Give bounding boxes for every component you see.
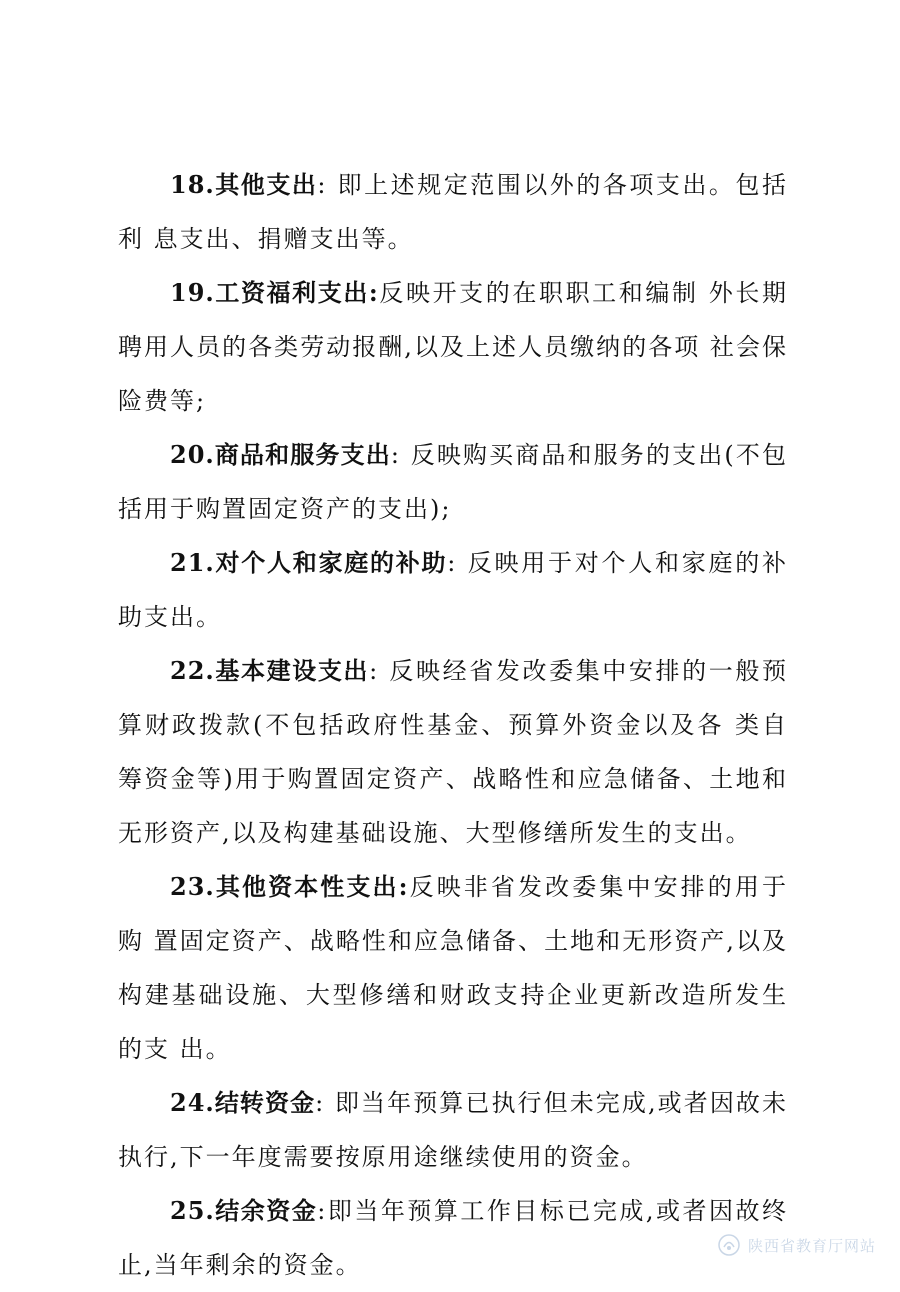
item-24 [118,1076,788,1184]
item-colon: : [317,171,328,199]
item-colon: : [447,549,458,577]
item-text: 即当年预算已执行但未完成,或者因故未执行,下一年度需要按原用途继续使用的资金。 [118,1089,788,1171]
item-term: 20.商品和服务支出 [170,440,391,469]
item-text: 反映用于对个人和家庭的补助支出。 [118,549,788,631]
item-text: 反映经省发改委集中安排的一般预算财政拨款(不包括政府性基金、预算外资金以及各 类自筹资金等)用于购置固定资产、战略性和应急储备、土地和无形资产,以及构建基础设施、大型修缮所发生的支出。 [118,657,788,847]
item-21 [118,536,788,644]
item-25 [118,1184,788,1292]
item-term: 25.结余资金 [170,1196,318,1225]
item-text: 即当年预算工作目标已完成,或者因故终 止,当年剩余的资金。 [118,1197,788,1279]
item-term: 22.基本建设支出 [170,656,370,685]
site-watermark [716,1232,876,1258]
watermark-text: 陕西省教育厅网站 [747,1236,876,1255]
item-term: 21.对个人和家庭的补助 [170,548,448,577]
item-text: 反映开支的在职职工和编制 外长期聘用人员的各类劳动报酬,以及上述人员缴纳的各项 社会保险费等; [118,279,788,415]
item-18 [118,158,788,266]
item-term: 18.其他支出 [170,170,318,199]
item-20 [118,428,788,536]
item-colon: : [317,1197,328,1225]
item-term: 23.其他资本性支出: [170,872,409,901]
item-22 [118,644,788,860]
item-term: 24.结转资金 [170,1088,316,1117]
document-body [118,158,788,1292]
item-term: 19.工资福利支出: [170,278,379,307]
item-23 [118,860,788,1076]
item-colon: : [369,657,380,685]
item-19 [118,266,788,428]
seal-icon [716,1232,742,1258]
item-text: 反映非省发改委集中安排的用于购 置固定资产、战略性和应急储备、土地和无形资产,以及构建基础设施、大型修缮和财政支持企业更新改造所发生的支 出。 [118,873,788,1063]
item-text: 反映购买商品和服务的支出(不包括用于购置固定资产的支出); [118,441,788,523]
item-colon: : [390,441,401,469]
item-text: 即上述规定范围以外的各项支出。包括利 息支出、捐赠支出等。 [118,171,788,253]
item-colon: : [315,1089,326,1117]
